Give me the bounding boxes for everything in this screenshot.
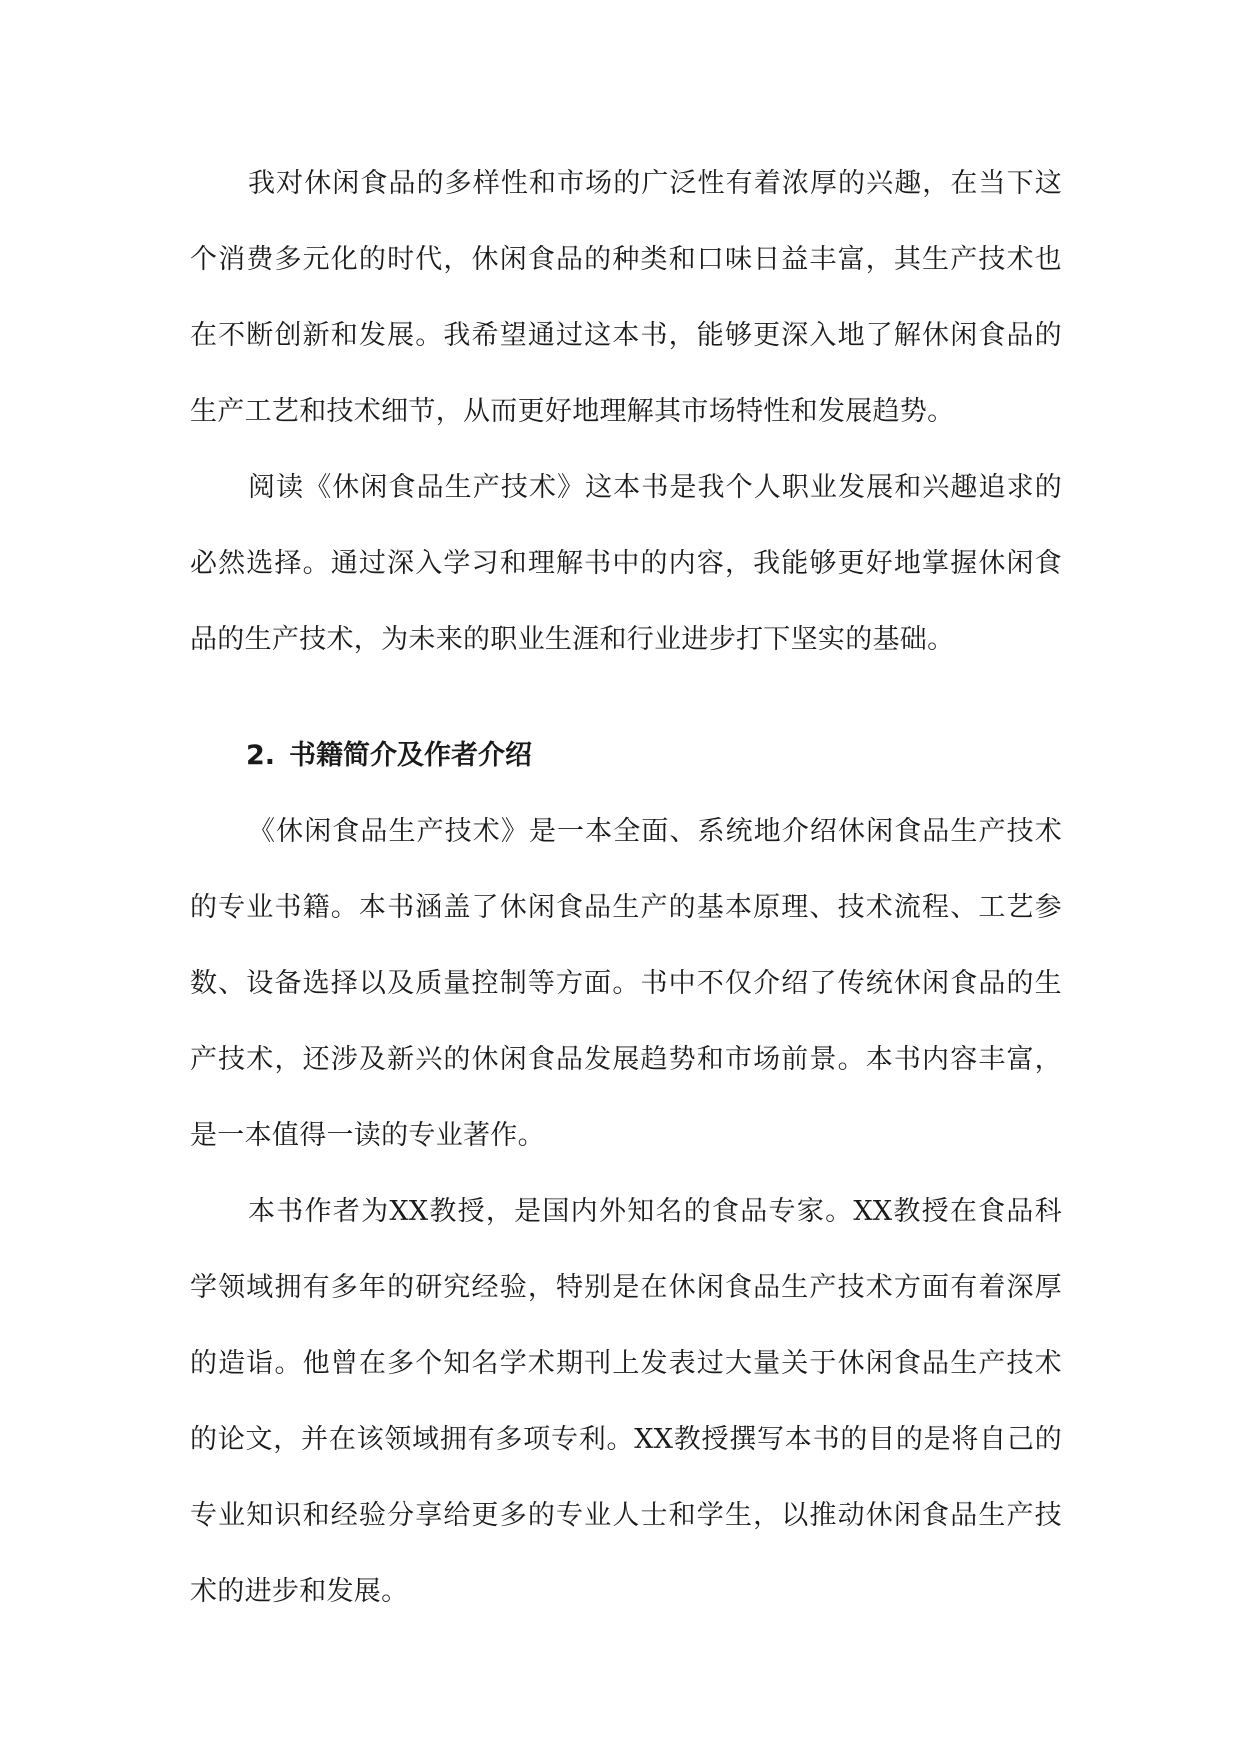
- paragraph-reading-reason: 阅读《休闲食品生产技术》这本书是我个人职业发展和兴趣追求的必然选择。通过深入学习和理解书中的内容，我能够更好地掌握休闲食品的生产技术，为未来的职业生涯和行业进步打下坚实的基础。: [190, 472, 1062, 655]
- paragraph-interest: 我对休闲食品的多样性和市场的广泛性有着浓厚的兴趣，在当下这个消费多元化的时代，休闲食品的种类和口味日益丰富，其生产技术也在不断创新和发展。我希望通过这本书，能够更深入地了解休闲食品的生产工艺和技术细节，从而更好地理解其市场特性和发展趋势。: [190, 168, 1062, 427]
- page-content: [190, 146, 1062, 1630]
- paragraph-book-intro: 《休闲食品生产技术》是一本全面、系统地介绍休闲食品生产技术的专业书籍。本书涵盖了休闲食品生产的基本原理、技术流程、工艺参数、设备选择以及质量控制等方面。书中不仅介绍了传统休闲食品的生产技术，还涉及新兴的休闲食品发展趋势和市场前景。本书内容丰富，是一本值得一读的专业著作。: [190, 816, 1062, 1151]
- section-number: 2.: [246, 740, 276, 771]
- section-heading: [190, 718, 1062, 794]
- section-spacer: [190, 678, 1062, 718]
- section-title: 书籍简介及作者介绍: [289, 740, 533, 771]
- paragraph-author-intro: 本书作者为XX教授，是国内外知名的食品专家。XX教授在食品科学领域拥有多年的研究经验，特别是在休闲食品生产技术方面有着深厚的造诣。他曾在多个知名学术期刊上发表过大量关于休闲食品生产技术的论文，并在该领域拥有多项专利。XX教授撰写本书的目的是将自己的专业知识和经验分享给更多的专业人士和学生，以推动休闲食品生产技术的进步和发展。: [190, 1196, 1062, 1607]
